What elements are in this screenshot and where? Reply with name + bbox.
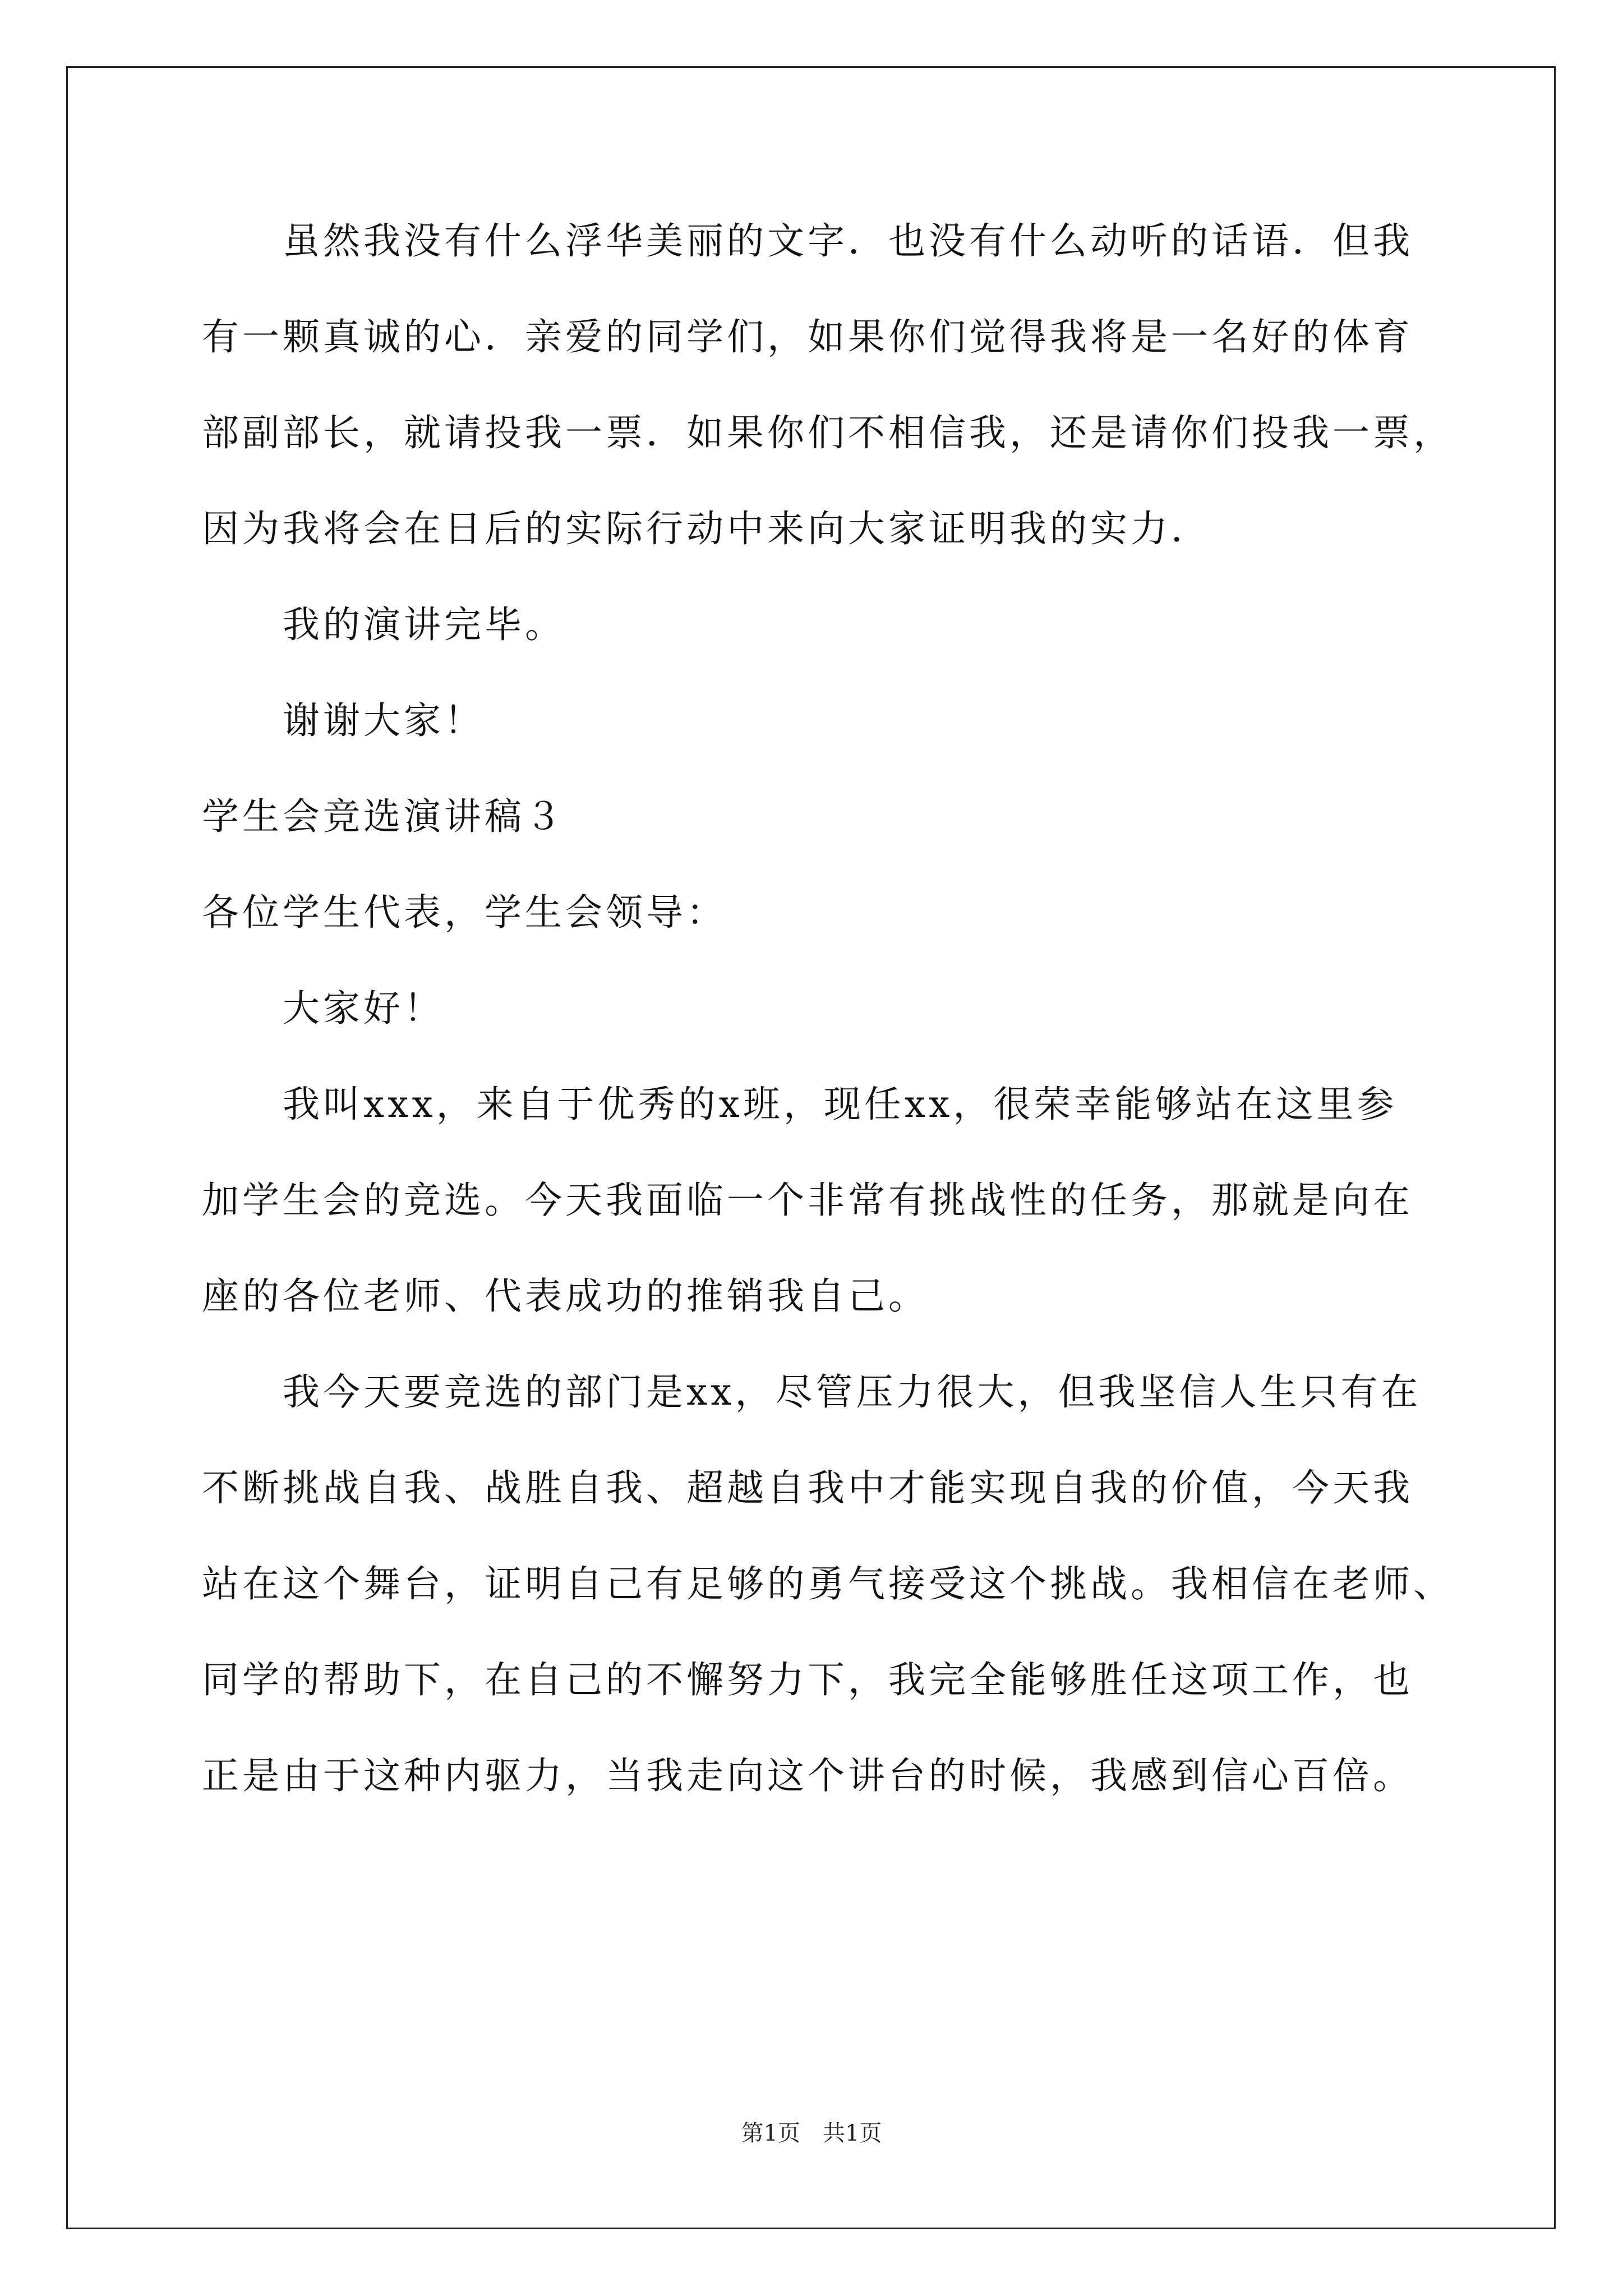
paragraph-line: 因为我将会在日后的实际行动中来向大家证明我的实力．: [202, 507, 1211, 550]
paragraph-line: 有一颗真诚的心．亲爱的同学们，如果你们觉得我将是一名好的体育: [202, 315, 1413, 358]
paragraph-line: 座的各位老师、代表成功的推销我自己。: [202, 1274, 929, 1318]
paragraph-line: 部副部长，就请投我一票．如果你们不相信我，还是请你们投我一票，: [202, 411, 1454, 454]
paragraph-line: 同学的帮助下，在自己的不懈努力下，我完全能够胜任这项工作，也: [202, 1658, 1413, 1701]
paragraph-line: 站在这个舞台，证明自己有足够的勇气接受这个挑战。我相信在老师、: [202, 1562, 1454, 1605]
greeting-line: 大家好！: [283, 987, 444, 1030]
thanks-line: 谢谢大家！: [283, 699, 485, 742]
paragraph-line: 正是由于这种内驱力，当我走向这个讲台的时候，我感到信心百倍。: [202, 1754, 1413, 1797]
paragraph-line: 我今天要竞选的部门是xx，尽管压力很大，但我坚信人生只有在: [283, 1370, 1422, 1414]
paragraph-line: 不断挑战自我、战胜自我、超越自我中才能实现自我的价值，今天我: [202, 1466, 1413, 1510]
closing-line: 我的演讲完毕。: [283, 603, 565, 646]
paragraph-line: 加学生会的竞选。今天我面临一个非常有挑战性的任务，那就是向在: [202, 1179, 1413, 1222]
page-border: [66, 66, 1556, 2229]
paragraph-line: 我叫xxx，来自于优秀的x班，现任xx，很荣幸能够站在这里参: [283, 1083, 1398, 1126]
section-title: 学生会竞选演讲稿３: [202, 795, 565, 838]
salutation-line: 各位学生代表，学生会领导：: [202, 891, 727, 934]
paragraph-line: 虽然我没有什么浮华美丽的文字．也没有什么动听的话语．但我: [283, 219, 1413, 263]
page-number-footer: 第1页 共1页: [741, 2120, 882, 2146]
